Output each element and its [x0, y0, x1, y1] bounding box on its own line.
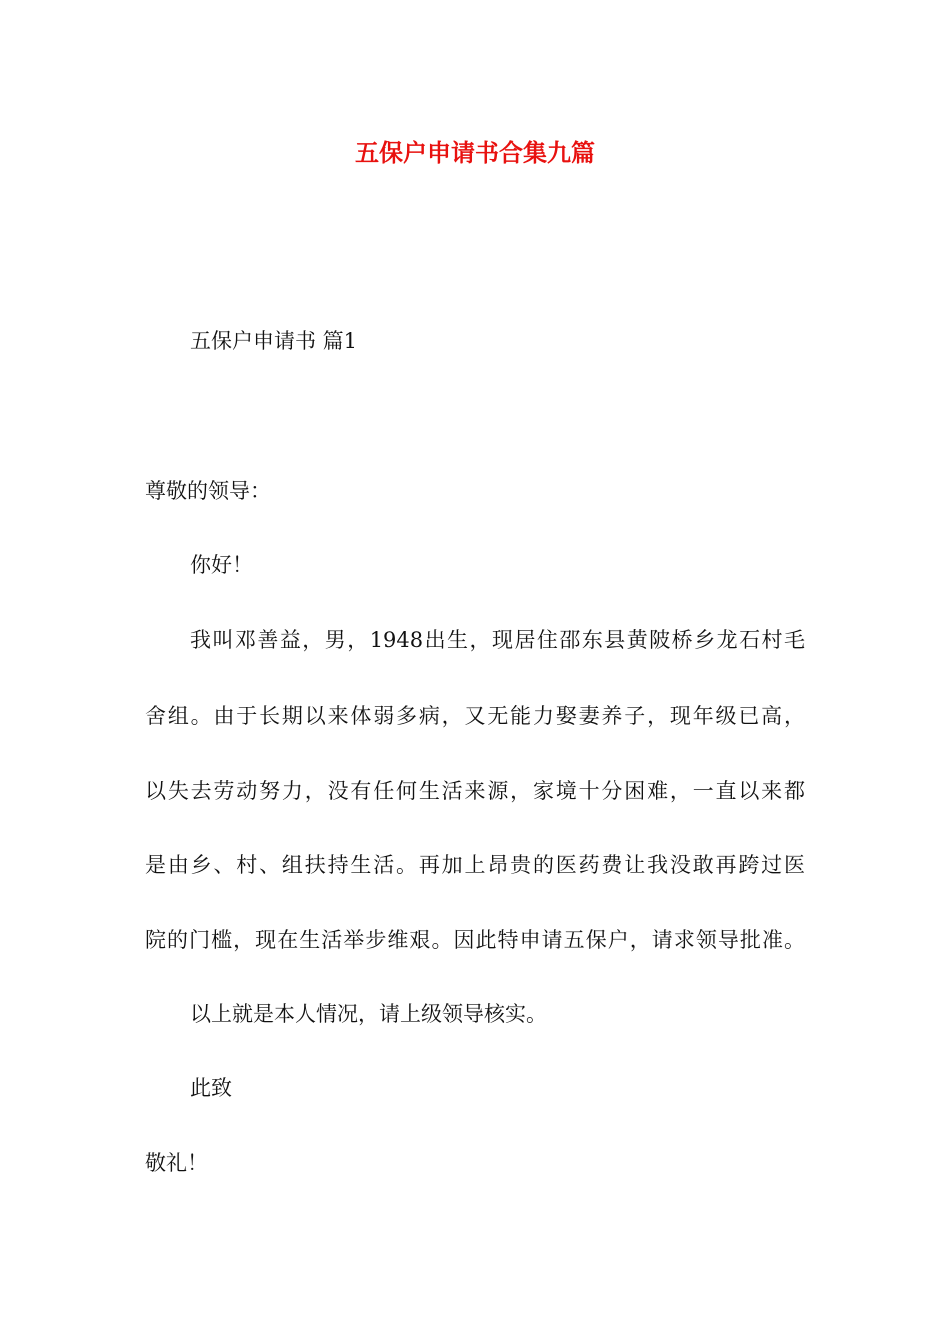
document-title: 五保户申请书合集九篇 — [355, 139, 595, 167]
closing-ci-zhi: 此致 — [190, 1076, 232, 1100]
body-line-2: 舍组。由于长期以来体弱多病，又无能力娶妻养子，现年级已高， — [145, 704, 805, 728]
body-line-1: 我叫邓善益，男，1948出生，现居住邵东县黄陂桥乡龙石村毛 — [190, 628, 805, 652]
body-line-3: 以失去劳动努力，没有任何生活来源，家境十分困难，一直以来都 — [145, 779, 805, 803]
section-heading: 五保户申请书 篇1 — [190, 329, 358, 353]
body-line-4: 是由乡、村、组扶持生活。再加上昂贵的医药费让我没敢再跨过医 — [145, 853, 805, 877]
closing-statement: 以上就是本人情况，请上级领导核实。 — [190, 1002, 547, 1026]
greeting: 你好！ — [190, 553, 253, 577]
salutation: 尊敬的领导： — [145, 479, 271, 503]
closing-jing-li: 敬礼！ — [145, 1151, 208, 1175]
body-line-5: 院的门槛，现在生活举步维艰。因此特申请五保户，请求领导批准。 — [145, 928, 805, 952]
